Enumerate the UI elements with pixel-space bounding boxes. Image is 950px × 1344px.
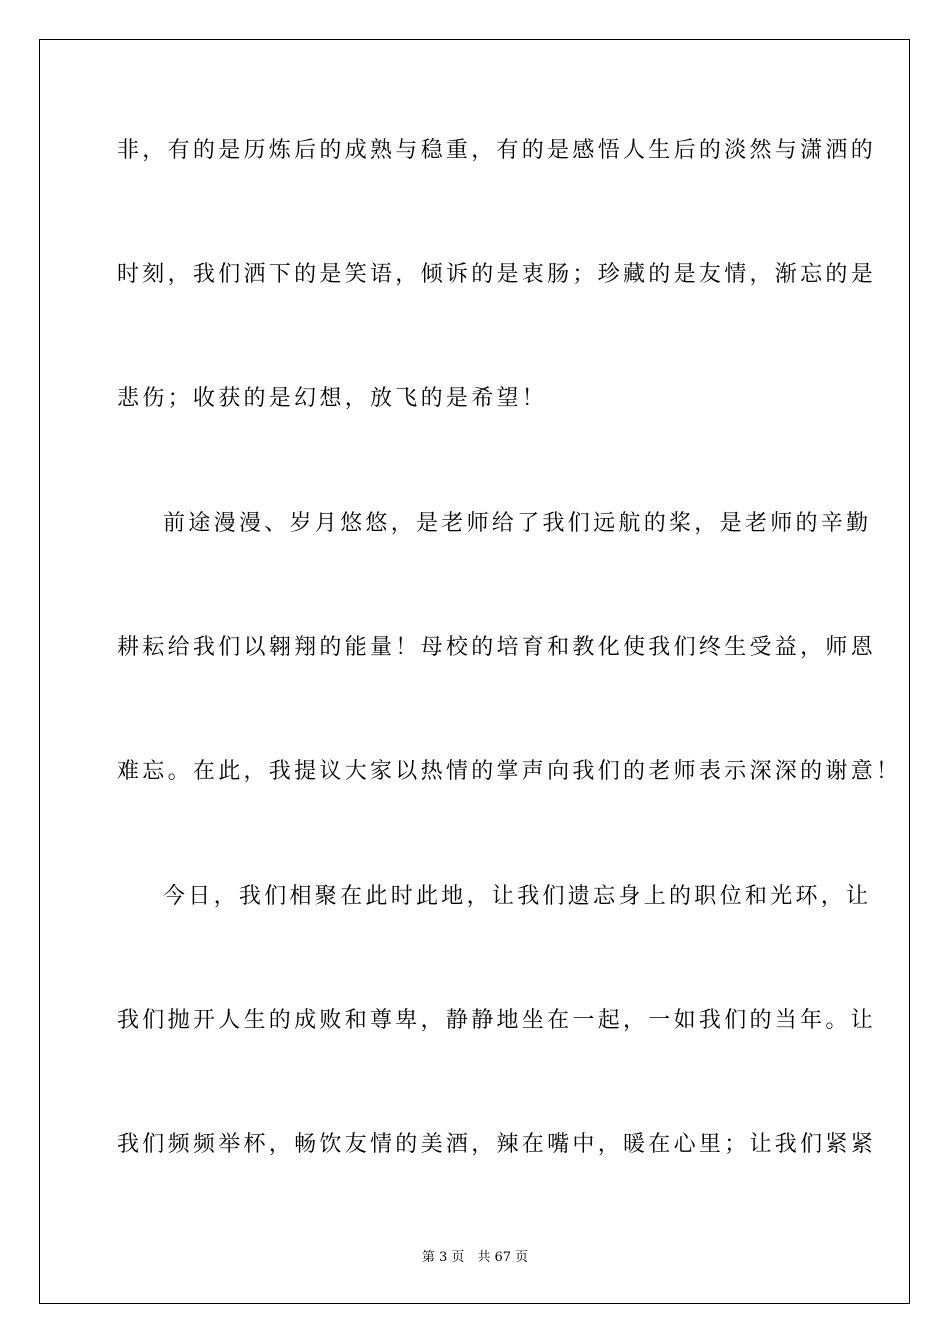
text-line-7: 今日，我们相聚在此时此地，让我们遗忘身上的职位和光环，让 xyxy=(163,884,872,909)
text-line-5: 耕耘给我们以翱翔的能量！母校的培育和教化使我们终生受益，师恩 xyxy=(117,635,877,660)
text-line-3: 悲伤；收获的是幻想，放飞的是希望！ xyxy=(117,386,548,411)
page-number-footer: 第 3 页 共 67 页 xyxy=(421,1250,529,1265)
text-line-8: 我们抛开人生的成败和尊卑，静静地坐在一起，一如我们的当年。让 xyxy=(117,1008,877,1033)
text-line-9: 我们频频举杯，畅饮友情的美酒，辣在嘴中，暖在心里；让我们紧紧 xyxy=(117,1132,877,1157)
text-line-1: 非，有的是历炼后的成熟与稳重，有的是感悟人生后的淡然与潇洒的 xyxy=(117,138,877,163)
text-line-6: 难忘。在此，我提议大家以热情的掌声向我们的老师表示深深的谢意！ xyxy=(117,759,902,784)
page-border xyxy=(39,39,910,1304)
text-line-2: 时刻，我们洒下的是笑语，倾诉的是衷肠；珍藏的是友情，渐忘的是 xyxy=(117,262,877,287)
text-line-4: 前途漫漫、岁月悠悠，是老师给了我们远航的桨，是老师的辛勤 xyxy=(163,511,872,536)
